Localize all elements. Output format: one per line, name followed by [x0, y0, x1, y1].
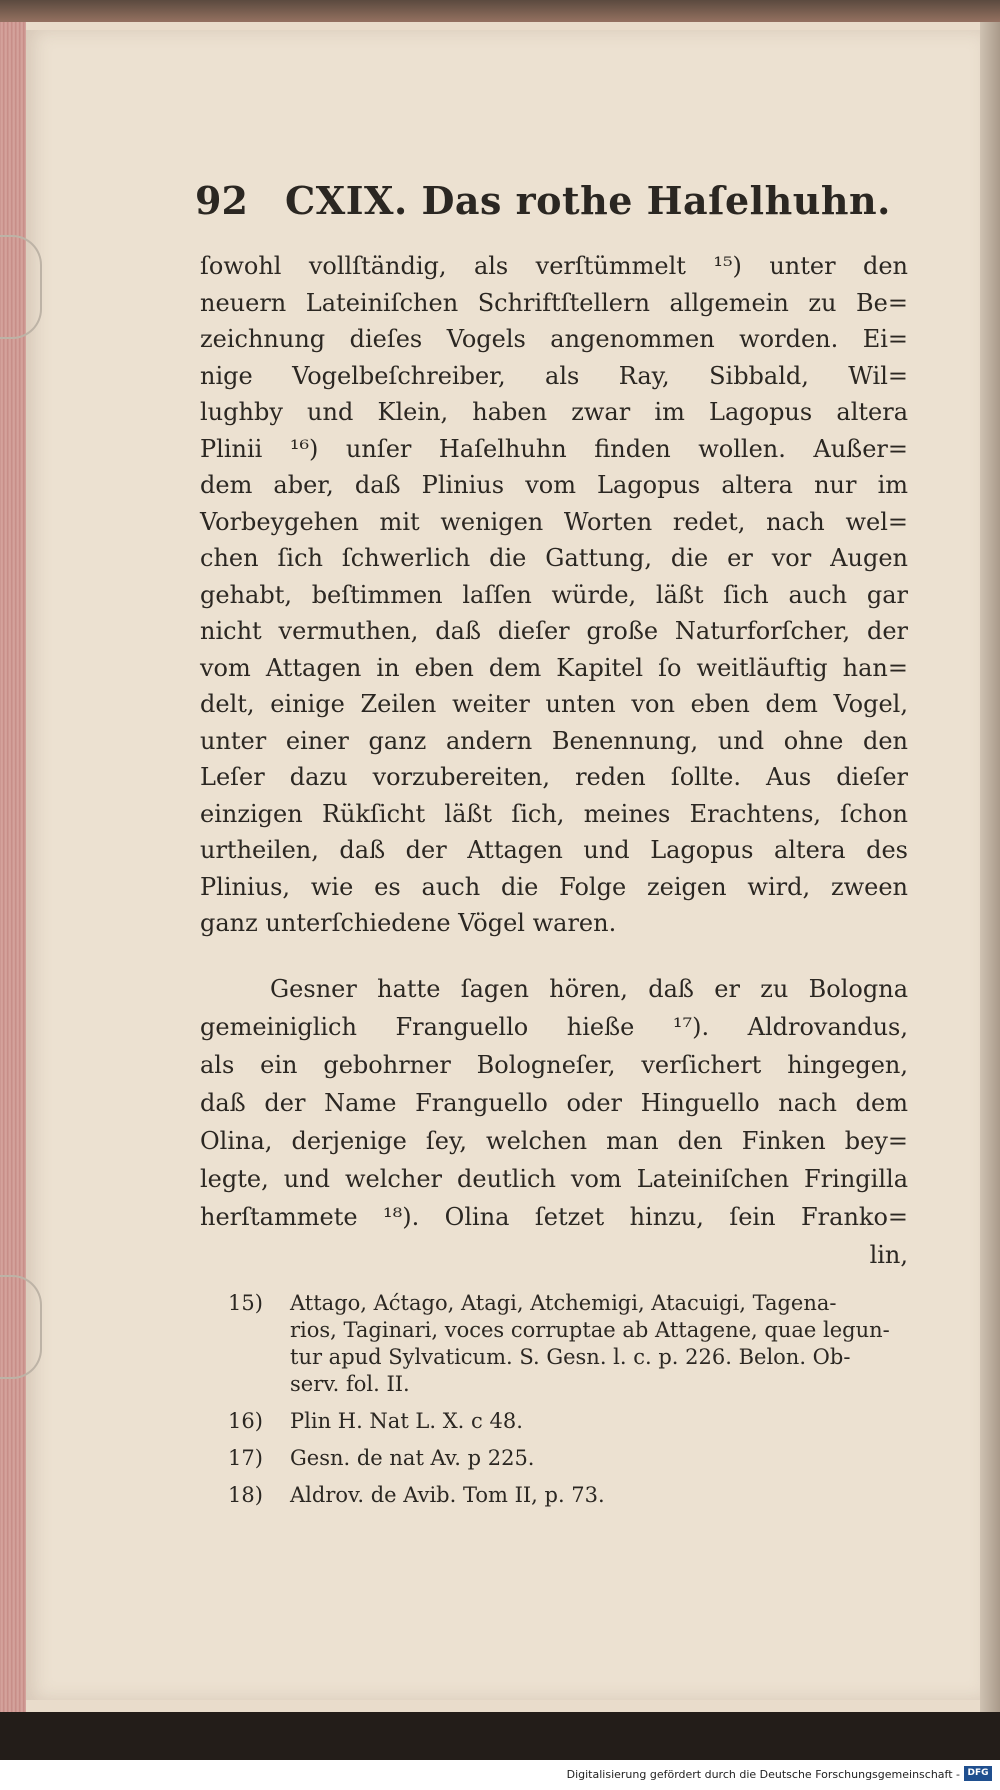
text-line: unter einer ganz andern Benennung, und ohne den [200, 726, 908, 755]
page-edge-right [980, 22, 1000, 1712]
text-line: Plinii ¹⁶) unſer Haſelhuhn finden wollen. Außer= [200, 434, 908, 463]
text-line: Vorbeygehen mit wenigen Worten redet, nach wel= [200, 507, 908, 536]
footnote-mark: 18) [228, 1483, 263, 1507]
text-line: vom Attagen in eben dem Kapitel ſo weitläuftig han= [200, 653, 908, 682]
paragraph-2 [200, 970, 908, 1274]
footnote [228, 1290, 908, 1398]
footnote-line: Attago, Aćtago, Atagi, Atchemigi, Atacuigi, Tagena- [290, 1291, 837, 1315]
text-line: als ein gebohrner Bologneſer, verſichert hingegen, [200, 1051, 908, 1079]
text-line: nicht vermuthen, daß dieſer große Naturforſcher, der [200, 617, 908, 645]
footnote [228, 1482, 908, 1509]
text-line: gemeiniglich Franguello hieße ¹⁷). Aldrovandus, [200, 1013, 908, 1041]
footnotes [228, 1290, 908, 1519]
footnote-line: serv. fol. II. [290, 1372, 410, 1396]
text-line: Leſer dazu vorzubereiten, reden ſollte. Aus dieſer [200, 763, 908, 791]
footnote-mark: 17) [228, 1446, 263, 1470]
footnote-line: Aldrov. de Avib. Tom II, p. 73. [290, 1483, 605, 1507]
clip-mark-bottom [0, 1275, 42, 1379]
dfg-logo: DFG [964, 1766, 992, 1781]
text-line: Gesner hatte ſagen hören, daß er zu Bologna [270, 975, 908, 1003]
footnote-line: Gesn. de nat Av. p 225. [290, 1446, 535, 1470]
funding-notice: Digitalisierung gefördert durch die Deutsche Forschungsgemeinschaft - [566, 1768, 960, 1781]
text-line: herſtammete ¹⁸). Olina ſetzet hinzu, ſein Franko= [200, 1203, 908, 1231]
footnote-line: tur apud Sylvaticum. S. Gesn. l. c. p. 226. Belon. Ob- [290, 1345, 851, 1369]
clip-mark-top [0, 235, 42, 339]
text-line: daß der Name Franguello oder Hinguello nach dem [200, 1089, 908, 1117]
text-line: ſowohl vollſtändig, als verſtümmelt ¹⁵) unter den [200, 252, 908, 280]
text-line: legte, und welcher deutlich vom Lateiniſchen Fringilla [200, 1165, 908, 1193]
footnote-mark: 16) [228, 1409, 263, 1433]
book-bottom-edge [0, 1712, 1000, 1760]
text-line: Olina, derjenige ſey, welchen man den Finken bey= [200, 1127, 908, 1155]
text-line: zeichnung dieſes Vogels angenommen worden. Ei= [200, 325, 908, 353]
catchword: lin, [869, 1241, 908, 1269]
text-line: urtheilen, daß der Attagen und Lagopus altera des [200, 836, 908, 864]
footnote [228, 1408, 908, 1435]
footnote-line: rios, Taginari, voces corruptae ab Attagene, quae legun- [290, 1318, 890, 1342]
text-line: chen ſich ſchwerlich die Gattung, die er vor Augen [200, 544, 908, 572]
footnote-line: Plin H. Nat L. X. c 48. [290, 1409, 523, 1433]
chapter-title: CXIX. Das rothe Haſelhuhn. [285, 178, 891, 223]
page-number: 92 [195, 178, 248, 223]
running-head [195, 178, 915, 228]
text-line: nige Vogelbeſchreiber, als Ray, Sibbald, Wil= [200, 361, 908, 390]
text-line: dem aber, daß Plinius vom Lagopus altera nur im [200, 471, 908, 499]
text-line: Plinius, wie es auch die Folge zeigen wird, zween [200, 872, 908, 901]
text-line: einzigen Rükſicht läßt ſich, meines Erachtens, ſchon [200, 799, 908, 828]
paragraph-1 [200, 248, 908, 942]
text-line: lughby und Klein, haben zwar im Lagopus altera [200, 398, 908, 426]
text-line: neuern Lateiniſchen Schriftſtellern allgemein zu Be= [200, 288, 908, 317]
text-line: gehabt, beſtimmen laſſen würde, läßt ſich auch gar [200, 580, 908, 609]
text-line: delt, einige Zeilen weiter unten von eben dem Vogel, [200, 690, 908, 718]
footnote-mark: 15) [228, 1291, 263, 1315]
footnote [228, 1445, 908, 1472]
text-line: ganz unterſchiedene Vögel waren. [200, 909, 617, 937]
